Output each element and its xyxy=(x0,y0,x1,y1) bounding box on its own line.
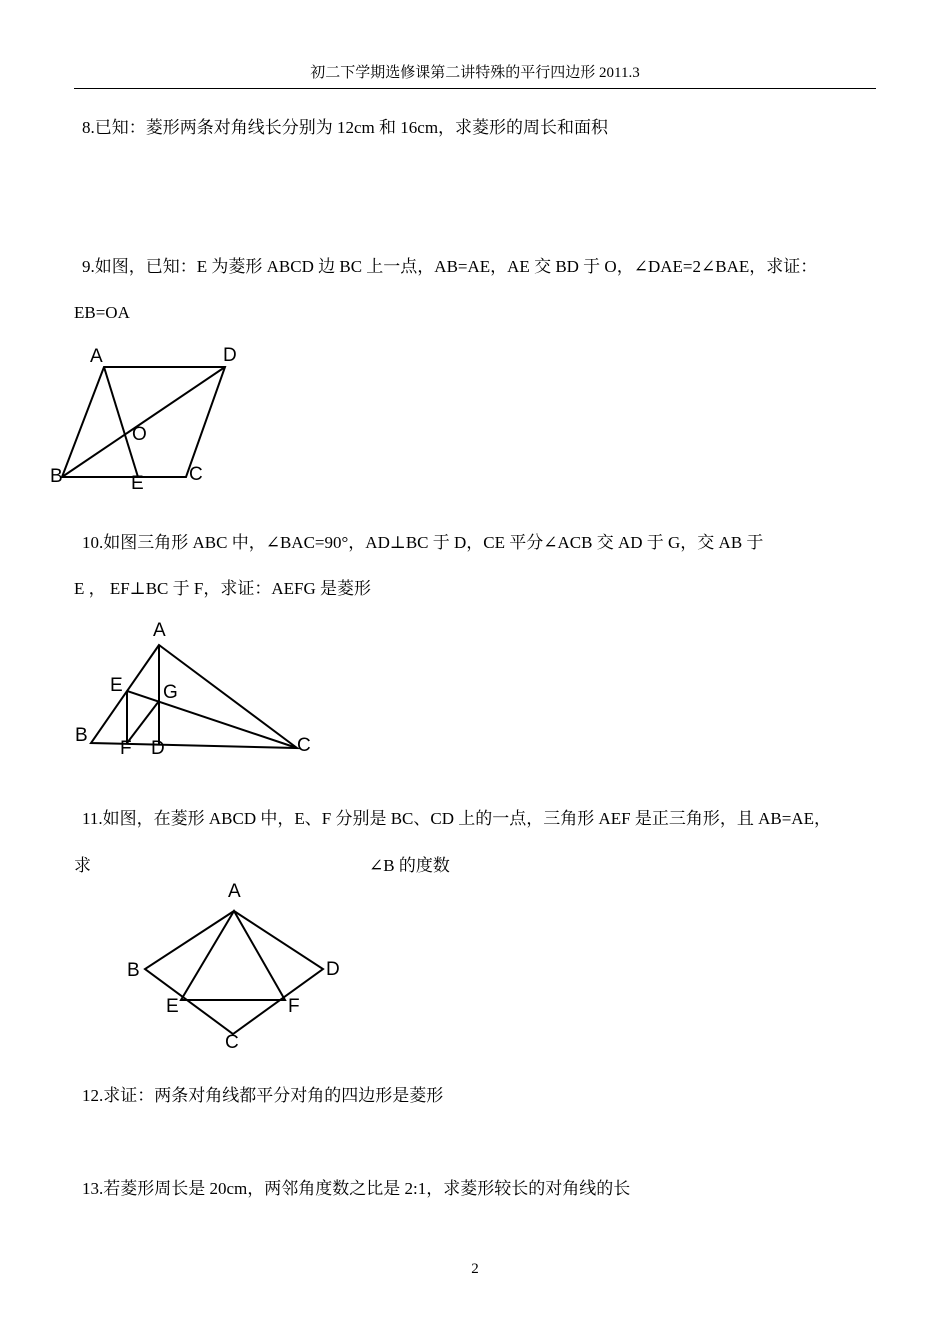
question-9-line-1-text: 9.如图，已知：E 为菱形 ABCD 边 BC 上一点，AB=AE，AE 交 BD 于 O，∠DAE=2∠BAE，求证： xyxy=(82,257,818,276)
question-10-line-1 xyxy=(82,532,876,554)
page-number: 2 xyxy=(471,1261,479,1277)
question-13-text: 13.若菱形周长是 20cm，两邻角度数之比是 2:1，求菱形较长的对角线的长 xyxy=(82,1179,631,1198)
figure-9-label-c: C xyxy=(189,464,203,485)
figure-10-label-g: G xyxy=(163,682,178,703)
question-12-text: 12.求证：两条对角线都平分对角的四边形是菱形 xyxy=(82,1086,444,1105)
figure-11-label-f: F xyxy=(288,996,300,1017)
figure-9-label-e: E xyxy=(131,473,144,494)
figure-9-rhombus xyxy=(62,367,225,477)
figure-10-label-c: C xyxy=(297,735,311,756)
segment-fg xyxy=(127,701,159,743)
figure-10-label-b: B xyxy=(75,725,88,746)
figure-11-label-c: C xyxy=(225,1032,239,1053)
question-9-line-2: EB=OA xyxy=(74,303,130,322)
question-11-line-1-text: 11.如图，在菱形 ABCD 中，E、F 分别是 BC、CD 上的一点，三角形 AEF 是正三角形，且 AB=AE， xyxy=(82,809,831,828)
figure-11-label-a: A xyxy=(228,881,241,902)
figure-9-label-a: A xyxy=(90,346,103,367)
figure-9-label-o: O xyxy=(132,424,147,445)
page-header-title: 初二下学期选修课第二讲特殊的平行四边形 2011.3 xyxy=(310,65,640,81)
question-8-text: 8.已知：菱形两条对角线长分别为 12cm 和 16cm，求菱形的周长和面积 xyxy=(82,118,609,137)
question-10-line-1-text: 10.如图三角形 ABC 中，∠BAC=90°，AD⊥BC 于 D，CE 平分∠ACB 交 AD 于 G，交 AB 于 xyxy=(82,533,764,552)
question-10-line-2: E ， EF⊥BC 于 F，求证：AEFG 是菱形 xyxy=(74,579,371,598)
question-11-line-1 xyxy=(82,808,876,830)
figure-9-label-d: D xyxy=(223,345,237,366)
figure-11-label-d: D xyxy=(326,959,340,980)
figure-11-label-e: E xyxy=(166,996,179,1017)
segment-ae xyxy=(104,367,138,477)
figure-10-label-f: F xyxy=(120,738,132,759)
figure-10-label-e: E xyxy=(110,675,123,696)
figure-10-label-d: D xyxy=(151,738,165,759)
figure-10-label-a: A xyxy=(153,620,166,641)
question-11-line-2-end: ∠B 的度数 xyxy=(369,856,450,875)
diagonal-bd xyxy=(62,367,225,477)
triangle-abc-outline xyxy=(91,645,297,748)
figure-9-label-b: B xyxy=(50,466,63,487)
figure-10-triangle xyxy=(91,645,297,748)
equilateral-triangle-aef xyxy=(181,911,285,1000)
figure-11-label-b: B xyxy=(127,960,140,981)
question-11-line-2-start: 求 xyxy=(74,856,91,875)
